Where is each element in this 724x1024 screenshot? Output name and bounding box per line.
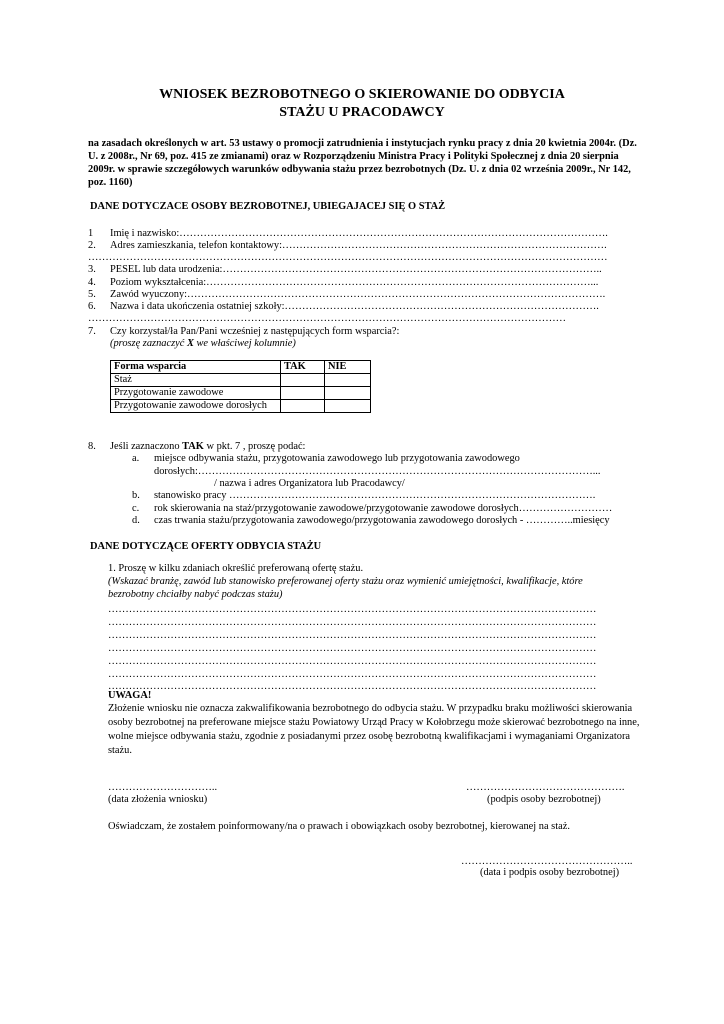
q8-suffix: w pkt. 7 , proszę podać: <box>203 441 306 452</box>
field-name[interactable]: Imię i nazwisko:……………………………………………………………………………………………………………. <box>110 228 608 239</box>
field-2-number: 2. <box>88 240 96 251</box>
q7-text: Czy korzystał/ła Pan/Pani wcześniej z następujących form wsparcia?: <box>110 326 400 337</box>
q8-prefix: Jeśli zaznaczono <box>110 441 183 452</box>
field-school[interactable]: Nazwa i data ukończenia ostatniej szkoły:………………………………………………………………………………. <box>110 301 599 312</box>
title-line-2: STAŻU U PRACODAWCY <box>279 105 445 120</box>
signature-caption: (podpis osoby bezrobotnej) <box>487 794 601 805</box>
document-title <box>60 86 664 122</box>
field-education[interactable]: Poziom wykształcenia:…………………………………………………………………………………………………... <box>110 277 599 288</box>
cell-staz-nie[interactable] <box>325 374 371 387</box>
q8-tak: TAK <box>182 441 204 452</box>
q8-a-letter: a. <box>132 453 140 464</box>
date-caption: (data złożenia wniosku) <box>108 794 208 805</box>
cell-doroslych-tak[interactable] <box>281 400 325 413</box>
section-1-heading: DANE DOTYCZACE OSOBY BEZROBOTNEJ, UBIEGAJACEJ SIĘ O STAŻ <box>90 201 446 212</box>
header-form: Forma wsparcia <box>111 361 281 374</box>
q7-hint-prefix: (proszę zaznaczyć <box>110 338 187 349</box>
q8-a-field[interactable]: dorosłych:……………………………………………………………………………………………………... <box>154 466 601 477</box>
s2-hint-line-2: bezrobotny chciałby nabyć podczas stażu) <box>108 589 283 600</box>
field-4-number: 4. <box>88 277 96 288</box>
cell-doroslych-nie[interactable] <box>325 400 371 413</box>
q7-hint-suffix: we właściwej kolumnie) <box>193 338 296 349</box>
table-row <box>111 387 371 400</box>
s2-answer-line[interactable]: …………………………………………………………………………………………………………………………… <box>108 604 597 615</box>
date-and-signature-caption: (data i podpis osoby bezrobotnej) <box>480 867 620 878</box>
s2-answer-line[interactable]: …………………………………………………………………………………………………………………………… <box>108 681 597 692</box>
s2-answer-line[interactable]: …………………………………………………………………………………………………………………………… <box>108 656 597 667</box>
q7-hint <box>110 337 296 350</box>
s2-answer-line[interactable]: …………………………………………………………………………………………………………………………… <box>108 643 597 654</box>
s2-answer-line[interactable]: …………………………………………………………………………………………………………………………… <box>108 630 597 641</box>
table-row <box>111 374 371 387</box>
row-label-przygotowanie-doroslych: Przygotowanie zawodowe dorosłych <box>111 400 281 413</box>
q8-d-letter: d. <box>132 515 140 526</box>
row-label-staz: Staż <box>111 374 281 387</box>
support-forms-table <box>110 360 371 413</box>
q8-b-field[interactable]: stanowisko pracy ……………………………………………………………………………………………. <box>154 490 596 501</box>
cell-przygotowanie-tak[interactable] <box>281 387 325 400</box>
field-profession[interactable]: Zawód wyuczony:…………………………………………………………………………………………………………. <box>110 289 606 300</box>
q7-number: 7. <box>88 326 96 337</box>
q8-c-field[interactable]: rok skierowania na staż/przygotowanie zawodowe/przygotowanie zawodowe dorosłych……………………… <box>154 503 613 514</box>
q8-b-letter: b. <box>132 490 140 501</box>
date-and-signature-line[interactable]: ………………………………………….. <box>461 856 633 867</box>
q8-c-letter: c. <box>132 503 140 514</box>
header-nie: NIE <box>325 361 371 374</box>
field-5-number: 5. <box>88 289 96 300</box>
cell-staz-tak[interactable] <box>281 374 325 387</box>
q8-number: 8. <box>88 441 96 452</box>
field-pesel[interactable]: PESEL lub data urodzenia:……………………………………………………………………………………………….. <box>110 264 602 275</box>
declaration-text: Oświadczam, że zostałem poinformowany/na o prawach i obowiązkach osoby bezrobotnej, kierowanej na staż. <box>108 821 570 832</box>
section-2-heading: DANE DOTYCZĄCE OFERTY ODBYCIA STAŻU <box>90 541 322 552</box>
s2-answer-line[interactable]: …………………………………………………………………………………………………………………………… <box>108 617 597 628</box>
uwaga-heading: UWAGA! <box>108 690 152 701</box>
table-row <box>111 400 371 413</box>
field-address-continued[interactable]: …………………………………………………………………………………………………………………………………… <box>88 252 608 263</box>
row-label-przygotowanie: Przygotowanie zawodowe <box>111 387 281 400</box>
q8-d-field[interactable]: czas trwania stażu/przygotowania zawodowego/przygotowania zawodowego dorosłych - …………..miesięcy <box>154 515 610 526</box>
q7-hint-x: X <box>186 338 194 349</box>
cell-przygotowanie-nie[interactable] <box>325 387 371 400</box>
legal-basis-paragraph: na zasadach określonych w art. 53 ustawy o promocji zatrudnienia i instytucjach rynku pracy z dnia 20 kwietnia 2004r. (Dz. U. z 2008r., Nr 69, poz. 415 ze zmianami) oraz w Rozporządzeniu Ministra Pracy i Polityki Społecznej z dnia 20 sierpnia 2009r. w sprawie szczegółowych warunków odbywania stażu przez bezrobotnych (Dz. U. z dnia 02 września 2009r., Nr 142, poz. 1160) <box>88 138 637 188</box>
field-school-continued[interactable]: ………………………………………………………………………………………………………………………… <box>88 313 566 324</box>
header-tak: TAK <box>281 361 325 374</box>
q8-a-text: miejsce odbywania stażu, przygotowania zawodowego lub przygotowania zawodowego <box>154 453 520 464</box>
q8-a-caption: / nazwa i adres Organizatora lub Pracodawcy/ <box>214 478 405 489</box>
field-address[interactable]: Adres zamieszkania, telefon kontaktowy:…………………………………………………………………………………. <box>110 240 607 251</box>
field-1-number: 1 <box>88 228 94 239</box>
field-6-number: 6. <box>88 301 96 312</box>
field-3-number: 3. <box>88 264 96 275</box>
title-line-1: WNIOSEK BEZROBOTNEGO O SKIEROWANIE DO ODBYCIA <box>159 87 565 102</box>
s2-question-1: 1. Proszę w kilku zdaniach określić preferowaną ofertę stażu. <box>108 563 364 574</box>
signature-line[interactable]: ………………………………………. <box>466 782 625 793</box>
date-signature-line[interactable]: ………………………….. <box>108 782 218 793</box>
s2-hint-line-1: (Wskazać branżę, zawód lub stanowisko preferowanej oferty stażu oraz wymienić umiejętności, kwalifikacje, które <box>108 576 583 587</box>
s2-answer-line[interactable]: …………………………………………………………………………………………………………………………… <box>108 669 597 680</box>
uwaga-paragraph: Złożenie wniosku nie oznacza zakwalifikowania bezrobotnego do odbycia stażu. W przypadku braku możliwości skierowania osoby bezrobotnej na preferowane miejsce stażu Powiatowy Urząd Pracy w Kołobrzegu może skierować bezrobotnego na inne, wolne miejsce odbywania stażu, zgodnie z posiadanymi przez osobę bezrobotną kwalifikacjami i wymaganiami Organizatora stażu. <box>108 703 640 756</box>
table-header-row <box>111 361 371 374</box>
